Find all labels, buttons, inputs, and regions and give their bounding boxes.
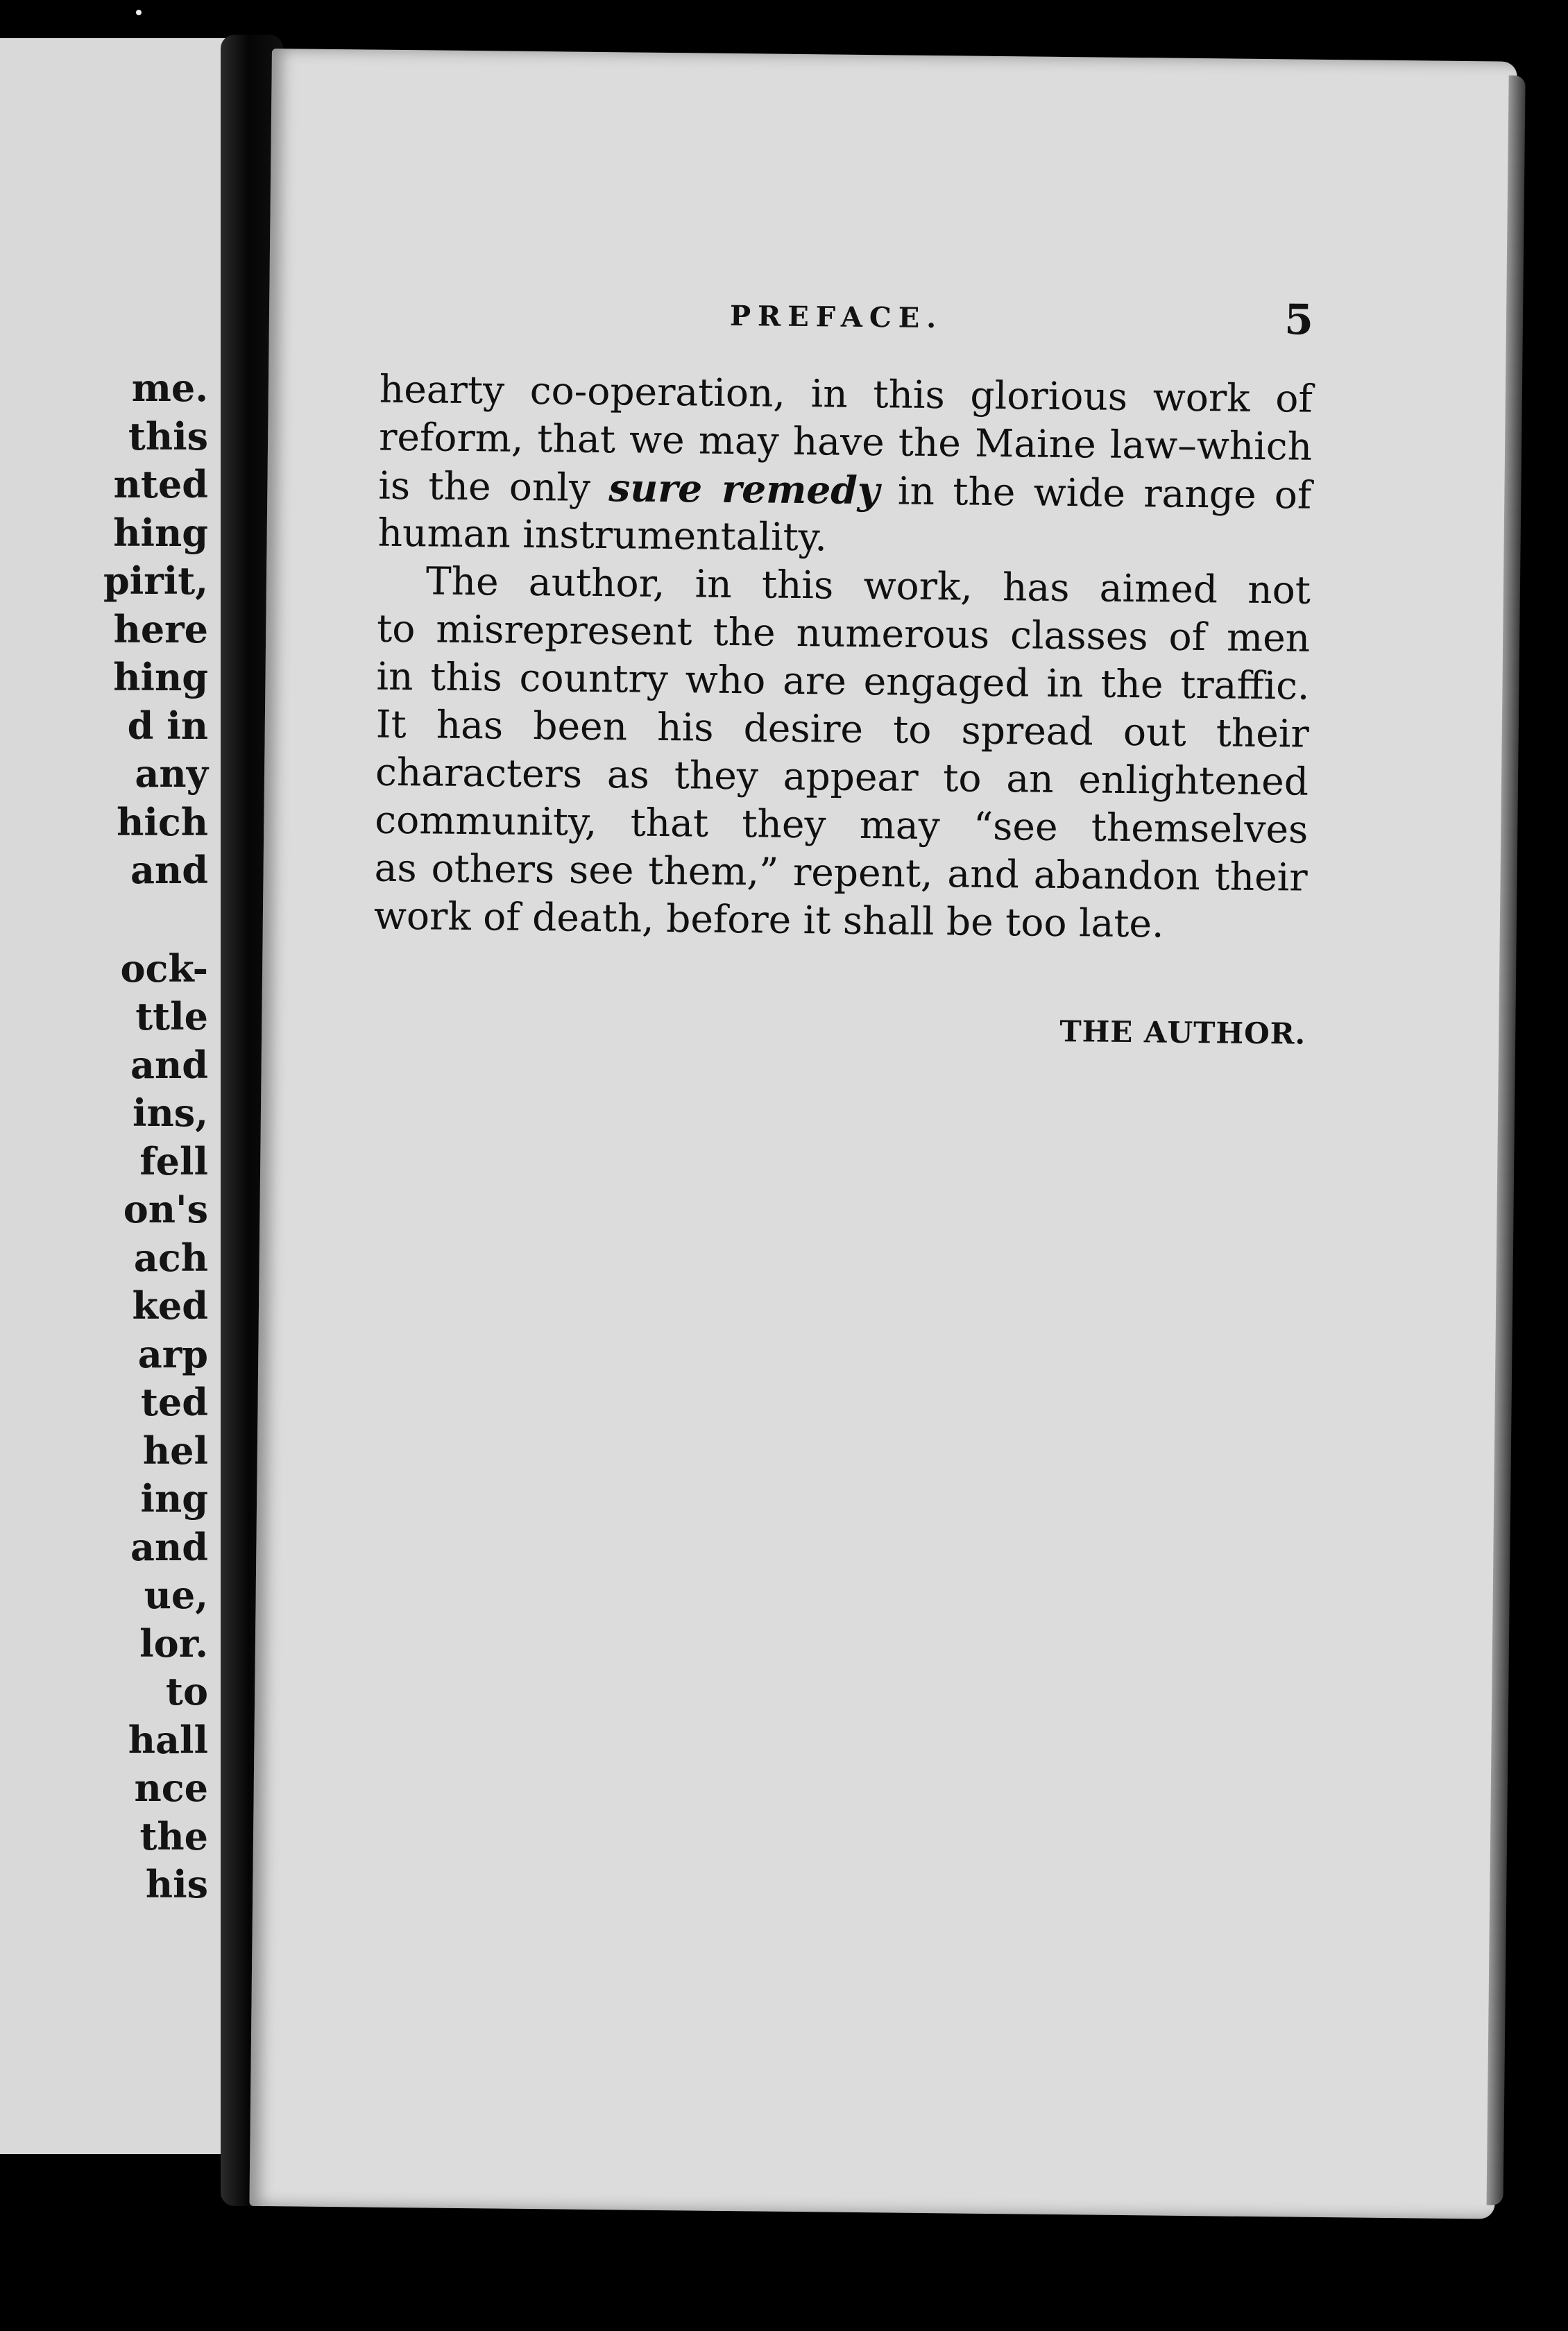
left-line: hich: [117, 799, 208, 844]
emphasis-text: sure remedy: [608, 465, 880, 513]
left-line: nted: [113, 462, 208, 506]
left-line: to: [166, 1669, 208, 1714]
text-line: community, that they may “see themselves: [375, 797, 1309, 852]
text-line: work of death, before it shall be too late.: [373, 893, 1164, 946]
text-line: The author, in this work, has aimed not: [425, 558, 1311, 613]
left-line: and: [130, 1042, 208, 1087]
page-header: [269, 295, 1314, 345]
text-line: to misrepresent the numerous classes of men: [376, 606, 1311, 660]
text-line: as others see them,” repent, and abandon their: [374, 845, 1308, 900]
left-line: ing: [140, 1476, 208, 1521]
left-line: and: [130, 1524, 208, 1569]
left-line: here: [113, 606, 208, 651]
right-page: [249, 49, 1517, 2219]
left-line: the: [139, 1813, 208, 1859]
page-edge: [1487, 76, 1526, 2205]
text-line: in this country who are engaged in the traffic.: [376, 654, 1310, 708]
left-line: hel: [142, 1428, 208, 1473]
left-line: hing: [113, 510, 208, 555]
left-line: his: [145, 1862, 208, 1906]
preface-body: [374, 366, 1313, 950]
text-line-start: is the only: [378, 463, 609, 511]
left-line: this: [128, 413, 208, 459]
left-line: nce: [134, 1766, 208, 1810]
left-line: me.: [131, 366, 208, 410]
running-head: PREFACE.: [729, 299, 944, 335]
left-line: ock-: [120, 946, 208, 991]
left-line: d in: [127, 703, 208, 748]
text-line-end: in the wide range of: [879, 468, 1312, 518]
left-line-gap: [0, 895, 208, 945]
left-line: ach: [133, 1235, 208, 1280]
left-page-text: [0, 364, 208, 1909]
left-line: and: [130, 848, 208, 892]
left-line: lor.: [139, 1621, 208, 1666]
text-line: reform, that we may have the Maine law–which: [378, 414, 1313, 469]
left-line: ue,: [144, 1573, 208, 1617]
page-number: 5: [1284, 296, 1314, 345]
left-page: [0, 38, 236, 2154]
left-line: pirit,: [103, 558, 208, 603]
text-line: hearty co-operation, in this glorious work of: [379, 366, 1313, 421]
left-line: arp: [137, 1331, 208, 1376]
left-line: hall: [128, 1717, 208, 1762]
left-line: ted: [140, 1380, 208, 1424]
left-line: ked: [132, 1283, 208, 1328]
left-line: hing: [113, 655, 208, 699]
left-line: fell: [139, 1138, 208, 1184]
text-line: human instrumentality.: [377, 510, 828, 560]
left-line: on's: [123, 1187, 208, 1231]
left-line: ins,: [133, 1091, 208, 1135]
text-line: It has been his desire to spread out their: [375, 701, 1310, 756]
left-line: any: [135, 751, 208, 796]
scan-speck: [136, 10, 142, 15]
signature: THE AUTHOR.: [1059, 1014, 1306, 1051]
left-line: ttle: [135, 994, 208, 1039]
text-line: characters as they appear to an enlightened: [375, 749, 1309, 804]
